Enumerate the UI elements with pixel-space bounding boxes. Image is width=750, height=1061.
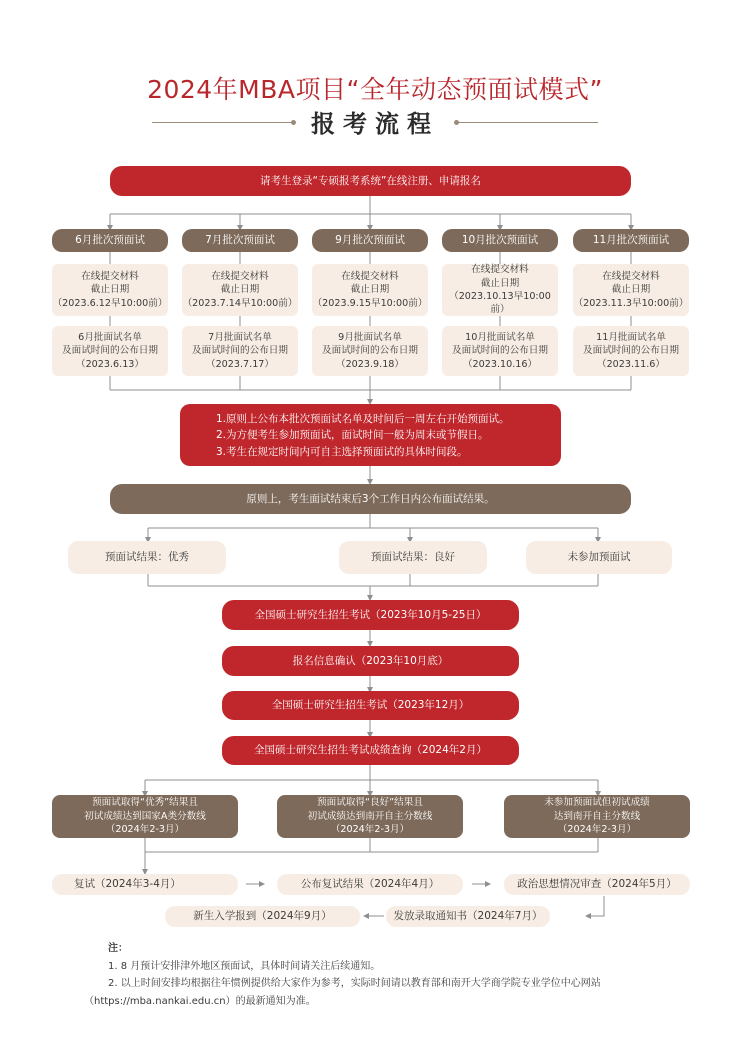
batch-november-publish-date: 11月批面试名单 及面试时间的公布日期 （2023.11.6） bbox=[573, 326, 689, 376]
principle-item: 2.为方便考生参加预面试，面试时间一般为周末或节假日。 bbox=[216, 429, 489, 442]
outcome-excellent: 预面试取得“优秀”结果且 初试成绩达到国家A类分数线 （2024年2-3月） bbox=[52, 795, 238, 838]
publish-retest-step: 公布复试结果（2024年4月） bbox=[277, 874, 463, 895]
batch-july-label: 7月批次预面试 bbox=[182, 229, 298, 252]
exam-step-3: 全国硕士研究生招生考试（2023年12月） bbox=[222, 691, 519, 720]
batch-september-label: 9月批次预面试 bbox=[312, 229, 428, 252]
batch-october-publish-date: 10月批面试名单 及面试时间的公布日期 （2023.10.16） bbox=[442, 326, 558, 376]
political-review-step: 政治思想情况审查（2024年5月） bbox=[504, 874, 690, 895]
batch-october-label: 10月批次预面试 bbox=[442, 229, 558, 252]
batch-october-submit-deadline: 在线提交材料 截止日期 （2023.10.13早10:00前） bbox=[442, 264, 558, 316]
note-item: 1. 8 月预计安排津外地区预面试，具体时间请关注后续通知。 bbox=[108, 960, 381, 972]
note-item: （https://mba.nankai.edu.cn）的最新通知为准。 bbox=[84, 995, 316, 1007]
batch-september-submit-deadline: 在线提交材料 截止日期 （2023.9.15早10:00前） bbox=[312, 264, 428, 316]
notes-section bbox=[84, 940, 601, 1010]
enrollment-step: 新生入学报到（2024年9月） bbox=[165, 906, 360, 927]
result-good: 预面试结果：良好 bbox=[339, 541, 487, 574]
batch-july-submit-deadline: 在线提交材料 截止日期 （2023.7.14早10:00前） bbox=[182, 264, 298, 316]
principles-box bbox=[180, 404, 561, 466]
exam-step-1: 全国硕士研究生招生考试（2023年10月5-25日） bbox=[222, 600, 519, 630]
register-step: 请考生登录“专硕报考系统”在线注册、申请报名 bbox=[110, 166, 631, 196]
batch-september-publish-date: 9月批面试名单 及面试时间的公布日期 （2023.9.18） bbox=[312, 326, 428, 376]
batch-july-publish-date: 7月批面试名单 及面试时间的公布日期 （2023.7.17） bbox=[182, 326, 298, 376]
retest-step: 复试（2024年3-4月） bbox=[52, 874, 238, 895]
exam-step-4: 全国硕士研究生招生考试成绩查询（2024年2月） bbox=[222, 736, 519, 765]
outcome-not-attended: 未参加预面试但初试成绩 达到南开自主分数线 （2024年2-3月） bbox=[504, 795, 690, 838]
batch-june-label: 6月批次预面试 bbox=[52, 229, 168, 252]
batch-november-label: 11月批次预面试 bbox=[573, 229, 689, 252]
exam-step-2: 报名信息确认（2023年10月底） bbox=[222, 646, 519, 676]
admission-notice-step: 发放录取通知书（2024年7月） bbox=[386, 906, 550, 927]
note-item: 2. 以上时间安排均根据往年惯例提供给大家作为参考，实际时间请以教育部和南开大学商学院专业学位中心网站 bbox=[108, 978, 601, 989]
notes-title: 注： bbox=[108, 943, 128, 954]
poster-title: 2024年MBA项目“全年动态预面试模式” bbox=[147, 75, 603, 104]
batch-june-submit-deadline: 在线提交材料 截止日期 （2023.6.12早10:00前） bbox=[52, 264, 168, 316]
result-not-attended: 未参加预面试 bbox=[526, 541, 672, 574]
poster-subtitle: 报考流程 bbox=[311, 110, 439, 138]
outcome-good: 预面试取得“良好”结果且 初试成绩达到南开自主分数线 （2024年2-3月） bbox=[277, 795, 463, 838]
principle-item: 3.考生在规定时间内可自主选择预面试的具体时间段。 bbox=[216, 445, 468, 458]
result-notice: 原则上，考生面试结束后3个工作日内公布面试结果。 bbox=[110, 484, 631, 514]
result-excellent: 预面试结果：优秀 bbox=[68, 541, 226, 574]
title-divider-right bbox=[457, 122, 598, 123]
batch-november-submit-deadline: 在线提交材料 截止日期 （2023.11.3早10:00前） bbox=[573, 264, 689, 316]
batch-june-publish-date: 6月批面试名单 及面试时间的公布日期 （2023.6.13） bbox=[52, 326, 168, 376]
principle-item: 1.原则上公布本批次预面试名单及时间后一周左右开始预面试。 bbox=[216, 413, 510, 425]
